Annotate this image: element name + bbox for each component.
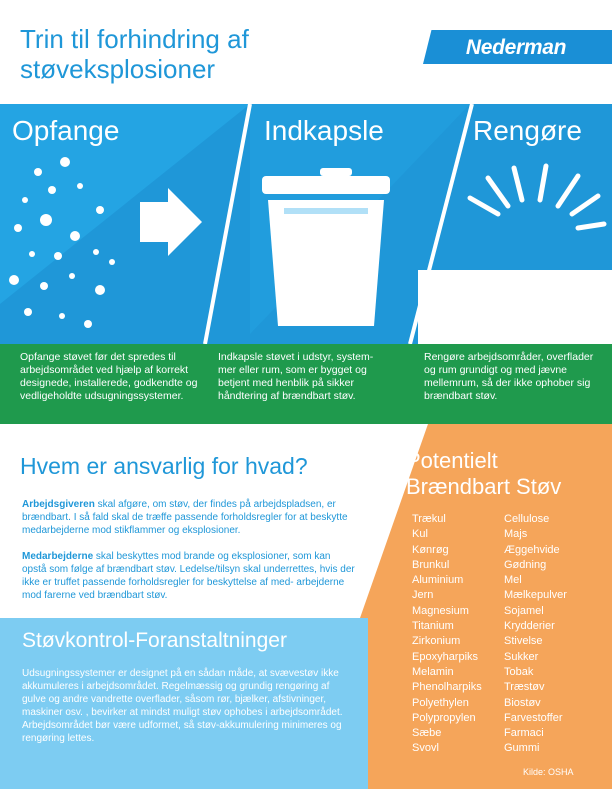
- list-item: Sukker: [504, 650, 539, 663]
- dust-control-text: Udsugningssystemer er designet på en sådan måde, at svævestøv ikke akkumuleres i arbejdsområdet. Regelmæssig og grundig rengøring af gulve og andre vandrette overflader, såsom rør, bjælker, afstivninger, maskiner osv. , bevirker at mindst muligt støv ophobes i arbejdsområdet. Arbejdsområdet bør være udformet, så støv-akkumulering minimeres og rengøring lettes.: [22, 668, 343, 744]
- list-item: Epoxyharpiks: [412, 650, 479, 663]
- step-1-title: Opfange: [12, 115, 120, 146]
- list-item: Cellulose: [504, 513, 550, 525]
- list-item: Trækul: [412, 513, 446, 525]
- nederman-logo: Nederman: [465, 36, 567, 59]
- dust-list-column-1: [412, 512, 482, 757]
- potential-dust-title: [406, 448, 606, 500]
- step-2-title: Indkapsle: [264, 115, 384, 146]
- dust-control-title: Støvkontrol-Foranstaltninger: [22, 629, 287, 652]
- list-item: Gødning: [504, 558, 547, 571]
- step-1-description: Opfange støvet før det spredes til arbejdsområdet ved hjælp af korrekt designede, installerede, godkendte og vedligeholdte udsugningssystemer.: [20, 351, 198, 402]
- step-3-description: Rengøre arbejdsområder, overflader og rum grundigt og med jævne mellemrum, så der ikke ophober sig brændbart støv.: [424, 351, 594, 402]
- list-item: Titanium: [412, 620, 454, 633]
- title-line-1: Trin til forhindring af: [20, 24, 249, 54]
- list-item: Biostøv: [504, 696, 541, 709]
- title-line-2: støveksplosioner: [20, 54, 216, 84]
- list-item: Brunkul: [412, 558, 450, 571]
- list-item: Sæbe: [412, 727, 442, 740]
- list-item: Zirkonium: [412, 635, 461, 648]
- list-item: Phenolharpiks: [412, 681, 482, 694]
- employee-label: Medarbejderne: [22, 551, 94, 562]
- list-item: Æggehvide: [504, 543, 560, 556]
- list-item: Kønrøg: [412, 543, 449, 556]
- list-item: Farmaci: [504, 727, 544, 740]
- step-3-title: Rengøre: [473, 115, 582, 146]
- employee-text: skal beskyttes mod brande og eksplosioner, som kan opstå som følge af brændbart støv. Ledelse/tilsyn skal underrettes, hvis der ikke er truffet passende forholdsregler for beskyttelse af med- arbejderne mod farerne ved brændbart støv.: [22, 551, 355, 601]
- list-item: Krydderier: [504, 620, 555, 633]
- list-item: Sojamel: [504, 604, 544, 617]
- employee-paragraph: [22, 550, 357, 602]
- list-item: Aluminium: [412, 574, 464, 587]
- list-item: Magnesium: [412, 604, 469, 617]
- list-item: Tobak: [504, 665, 534, 678]
- list-item: Majs: [504, 528, 528, 541]
- list-item: Mælkepulver: [504, 589, 567, 602]
- list-item: Mel: [504, 574, 522, 587]
- list-item: Jern: [412, 589, 434, 602]
- list-item: Kul: [412, 528, 428, 541]
- source-credit: Kilde: OSHA: [523, 767, 574, 777]
- responsibility-title: Hvem er ansvarlig for hvad?: [20, 453, 308, 479]
- employer-text: skal afgøre, om støv, der findes på arbejdspladsen, er brændbart. I så fald skal de træffe passende forholdsregler for at beskytte medarbejderne mod stikflammer og eksplosioner.: [22, 499, 348, 536]
- list-item: Polyethylen: [412, 696, 469, 709]
- list-item: Træstøv: [504, 681, 545, 694]
- list-item: Polypropylen: [412, 711, 476, 724]
- list-item: Melamin: [412, 665, 454, 678]
- trash-can-icon: [262, 168, 390, 326]
- employer-paragraph: [22, 498, 357, 537]
- dust-list-column-2: [504, 512, 567, 757]
- page-title: [20, 24, 380, 84]
- step-2-description: Indkapsle støvet i udstyr, system- mer eller rum, som er bygget og betjent med henblik på sikker håndtering af brændbart støv.: [218, 351, 374, 402]
- list-item: Stivelse: [504, 635, 543, 648]
- potential-dust-title-line-2: Brændbart Støv: [406, 474, 562, 499]
- list-item: Farvestoffer: [504, 711, 563, 724]
- list-item: Gummi: [504, 742, 540, 755]
- list-item: Svovl: [412, 742, 439, 755]
- potential-dust-title-line-1: Potentielt: [406, 448, 498, 473]
- employer-label: Arbejdsgiveren: [22, 499, 95, 510]
- cleaning-surface-icon: [418, 270, 612, 344]
